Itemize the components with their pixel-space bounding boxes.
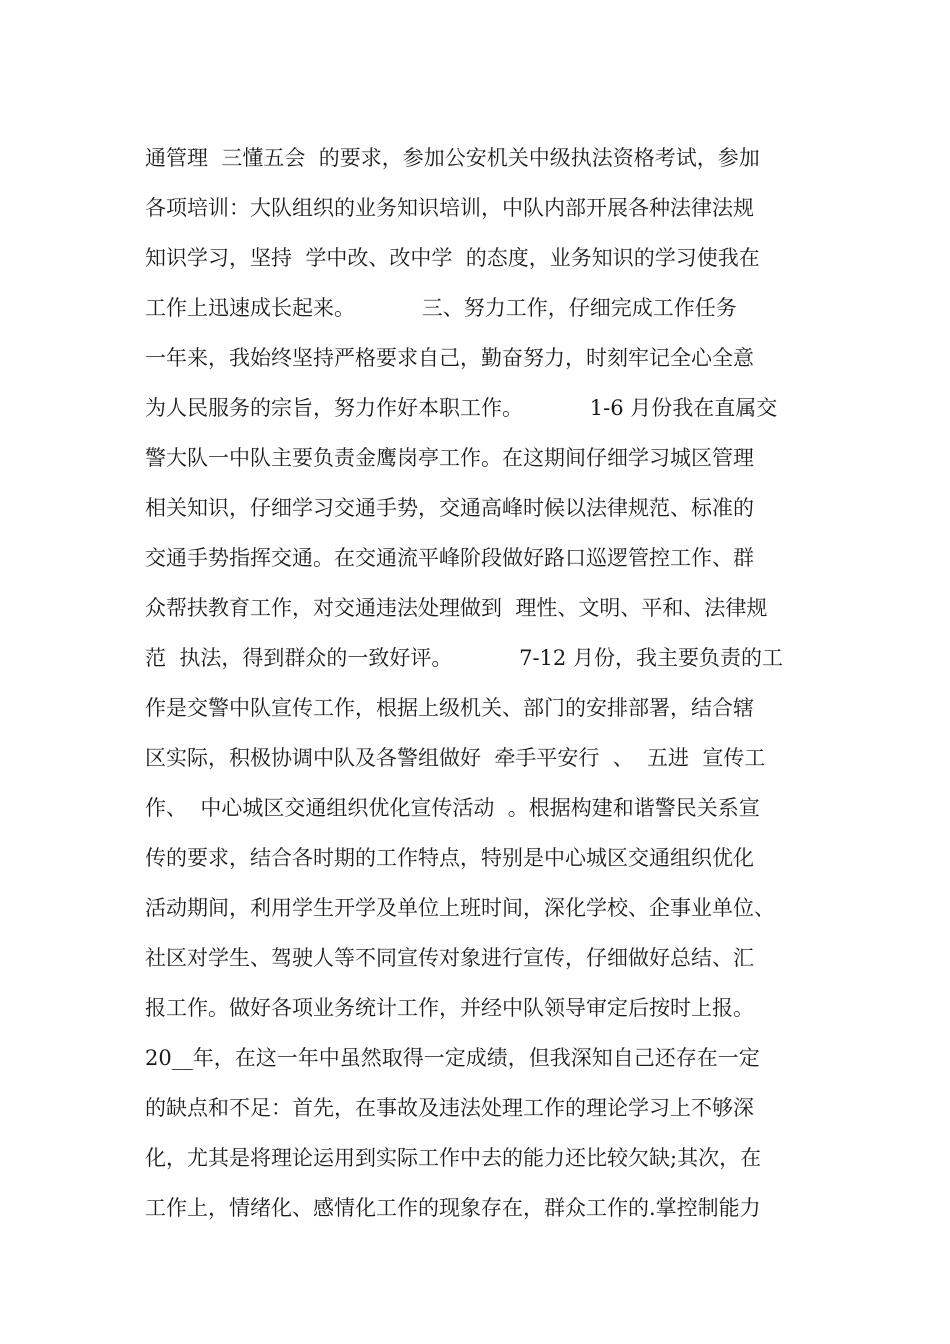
- text-line: 报工作。做好各项业务统计工作，并经中队领导审定后按时上报。: [145, 996, 754, 1020]
- text-line: 警大队一中队主要负责金鹰岗亭工作。在这期间仔细学习城区管理: [145, 446, 754, 470]
- text-line: 众帮扶教育工作，对交通违法处理做到 理性、文明、平和、法律规: [145, 596, 768, 620]
- text-line: 相关知识，仔细学习交通手势，交通高峰时候以法律规范、标准的: [145, 496, 754, 520]
- text-line: 化，尤其是将理论运用到实际工作中去的能力还比较欠缺;其次，在: [145, 1146, 762, 1170]
- text-line: 为人民服务的宗旨，努力作好本职工作。 1-6 月份我在直属交: [145, 396, 778, 420]
- text-line: 区实际，积极协调中队及各警组做好 牵手平安行 、 五进 宣传工: [145, 746, 766, 770]
- text-line: 20__年，在这一年中虽然取得一定成绩，但我深知自己还存在一定: [145, 1046, 760, 1070]
- text-line: 传的要求，结合各时期的工作特点，特别是中心城区交通组织优化: [145, 846, 754, 870]
- text-line: 知识学习，坚持 学中改、改中学 的态度，业务知识的学习使我在: [145, 246, 760, 270]
- text-line: 社区对学生、驾驶人等不同宣传对象进行宣传，仔细做好总结、汇: [145, 946, 754, 970]
- text-line: 工作上迅速成长起来。 三、努力工作，仔细完成工作任务: [145, 296, 737, 320]
- text-line: 交通手势指挥交通。在交通流平峰阶段做好路口巡逻管控工作、群: [145, 546, 754, 570]
- text-line: 作是交警中队宣传工作，根据上级机关、部门的安排部署，结合辖: [145, 696, 754, 720]
- text-line: 通管理 三懂五会 的要求，参加公安机关中级执法资格考试，参加: [145, 146, 760, 170]
- document-body: [145, 133, 835, 1233]
- text-line: 范 执法，得到群众的一致好评。 7-12 月份，我主要负责的工: [145, 646, 783, 670]
- text-line: 的缺点和不足：首先，在事故及违法处理工作的理论学习上不够深: [145, 1096, 754, 1120]
- text-line: 一年来，我始终坚持严格要求自己，勤奋努力，时刻牢记全心全意: [145, 346, 754, 370]
- text-line: 作、 中心城区交通组织优化宣传活动 。根据构建和谐警民关系宣: [145, 796, 760, 820]
- text-line: 活动期间，利用学生开学及单位上班时间，深化学校、企事业单位、: [145, 896, 775, 920]
- text-line: 工作上，情绪化、感情化工作的现象存在，群众工作的.掌控制能力: [145, 1196, 761, 1220]
- text-line: 各项培训：大队组织的业务知识培训，中队内部开展各种法律法规: [145, 196, 754, 220]
